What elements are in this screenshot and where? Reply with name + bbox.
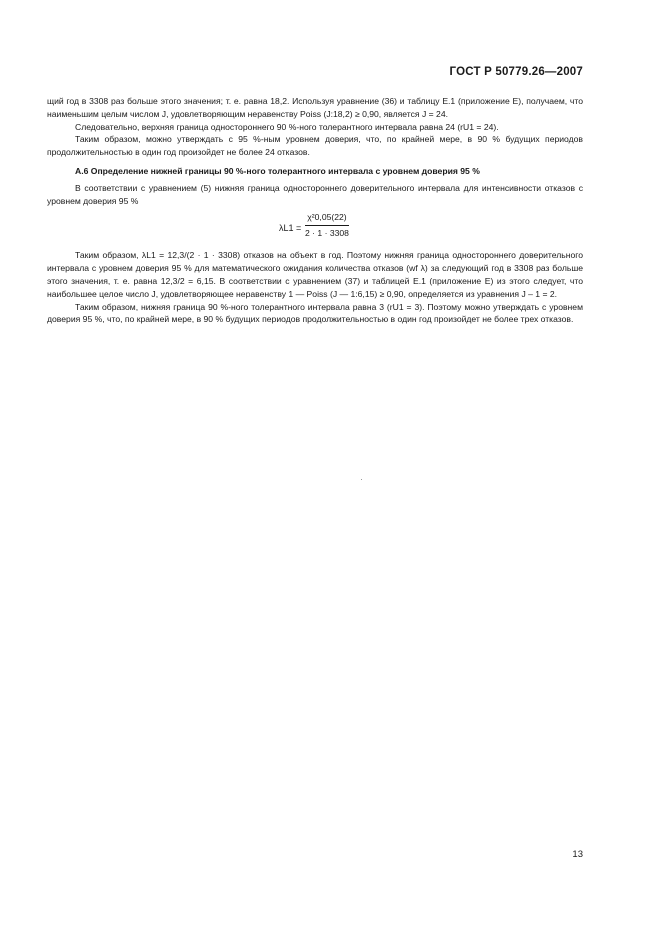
paragraph-lower-intro: В соответствии с уравнением (5) нижняя граница одностороннего доверительного интервала для интенсивности отказов с уровнем доверия 95 % [47,182,583,206]
scan-speck [361,479,362,480]
page-number: 13 [572,849,583,860]
paragraph-lower-bound: Таким образом, λL1 = 12,3/(2 · 1 · 3308) отказов на объект в год. Поэтому нижняя граница одностороннего доверительного интервала с уровнем доверия 95 % для математического ожидания количества отказов (wf λ) за следующий год в 3308 раз больше этого значения, т. е. равна 12,3/2 = 6,15. В соответствии с уравнением (37) и таблицей Е.1 (приложение Е) из этого следует, что наибольшее целое число J, удовлетворяющее неравенству 1 — Poiss (J — 1:6,15) ≥ 0,90, определяется из уравнения J – 1 = 2. [47,250,583,299]
paragraph-upper-bound: Следовательно, верхняя граница одностороннего 90 %-ного толерантного интервала равна 24 (rU1 = 24). [75,121,499,132]
formula-lambda-l1 [47,211,583,243]
document-header: ГОСТ Р 50779.26—2007 [449,66,583,78]
formula-denominator: 2 · 1 · 3308 [305,228,349,239]
formula-fraction [305,211,349,240]
body-text [47,95,583,326]
paragraph-continuation: щий год в 3308 раз больше этого значения; т. е. равна 18,2. Используя уравнение (36) и таблицу Е.1 (приложение Е), получаем, что наименьшим целым числом J, удовлетворяющим неравенству Poiss (J:18,2) ≥ 0,90, является J = 24. [47,96,583,119]
paragraph-conclusion-upper: Таким образом, можно утверждать с 95 %-ным уровнем доверия, что, по крайней мере, в 90 % будущих периодов продолжительностью в один год произойдет не более 24 отказов. [47,134,583,158]
section-heading-a6: А.6 Определение нижней границы 90 %-ного толерантного интервала с уровнем доверия 95 % [75,165,480,176]
formula-numerator: χ²0,05(22) [305,211,349,226]
formula-lhs: λL1 = [279,223,302,234]
paragraph-conclusion-lower: Таким образом, нижняя граница 90 %-ного толерантного интервала равна 3 (rU1 = 3). Поэтому можно утверждать с уровнем доверия 95 %, что, по крайней мере, в 90 % будущих периодов продолжительностью в один год произойдет не более трех отказов. [47,301,583,325]
